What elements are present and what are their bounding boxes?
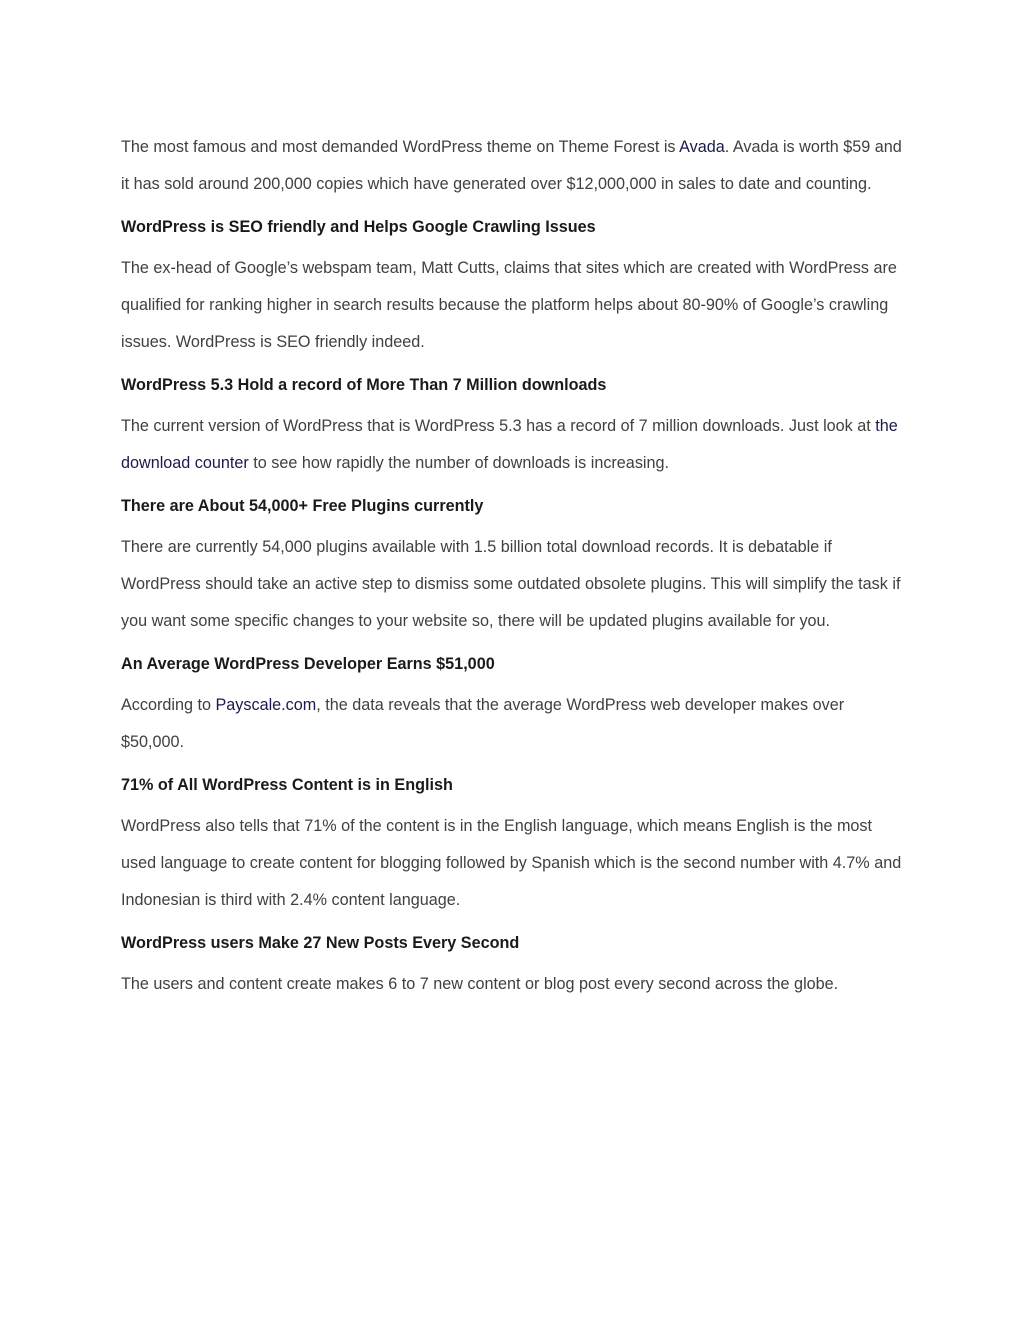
- paragraph-text: According to: [121, 696, 216, 714]
- paragraph-downloads: [121, 408, 911, 482]
- paragraph-text: The users and content create makes 6 to 7 new content or blog post every second across the globe.: [121, 975, 839, 993]
- document-page: [121, 129, 911, 1003]
- paragraph-english: [121, 808, 911, 919]
- paragraph-text: The current version of WordPress that is WordPress 5.3 has a record of 7 million downloads. Just look at: [121, 417, 876, 435]
- paragraph-plugins: [121, 529, 911, 640]
- paragraph-text: The ex-head of Google’s webspam team, Matt Cutts, claims that sites which are created with WordPress are qualified for ranking higher in search results because the platform helps about 80-90% of Google’s crawling issues. WordPress is SEO friendly indeed.: [121, 259, 902, 351]
- paragraph-text: The most famous and most demanded WordPress theme on Theme Forest is: [121, 138, 680, 156]
- paragraph-text: to see how rapidly the number of downloads is increasing.: [248, 454, 670, 472]
- paragraph-posts: [121, 966, 911, 1003]
- paragraph-text: , the data reveals that the average WordPress web developer makes over $50,000.: [121, 696, 849, 751]
- avada-link[interactable]: Avada: [679, 138, 725, 156]
- paragraph-seo: [121, 250, 911, 361]
- heading-new-posts: WordPress users Make 27 New Posts Every Second: [121, 934, 520, 952]
- heading-developer-earnings: An Average WordPress Developer Earns $51,000: [121, 655, 495, 673]
- paragraph-text: There are currently 54,000 plugins available with 1.5 billion total download records. It is debatable if WordPress should take an active step to dismiss some outdated obsolete plugins. This will simplify the task if you want some specific changes to your website so, there will be updated plugins available for you.: [121, 538, 905, 630]
- paragraph-avada: [121, 129, 911, 203]
- paragraph-earnings: [121, 687, 911, 761]
- download-counter-link[interactable]: the download counter: [121, 417, 903, 472]
- heading-plugins: There are About 54,000+ Free Plugins currently: [121, 497, 484, 515]
- heading-wordpress-53: WordPress 5.3 Hold a record of More Than 7 Million downloads: [121, 376, 607, 394]
- heading-english-content: 71% of All WordPress Content is in English: [121, 776, 453, 794]
- payscale-link[interactable]: Payscale.com: [215, 696, 317, 714]
- paragraph-text: WordPress also tells that 71% of the content is in the English language, which means English is the most used language to create content for blogging followed by Spanish which is the second number with 4.7% and Indonesian is third with 2.4% content language.: [121, 817, 906, 909]
- heading-seo-friendly: WordPress is SEO friendly and Helps Google Crawling Issues: [121, 218, 596, 236]
- paragraph-text: . Avada is worth $59 and it has sold around 200,000 copies which have generated over $12,000,000 in sales to date and counting.: [121, 138, 907, 193]
